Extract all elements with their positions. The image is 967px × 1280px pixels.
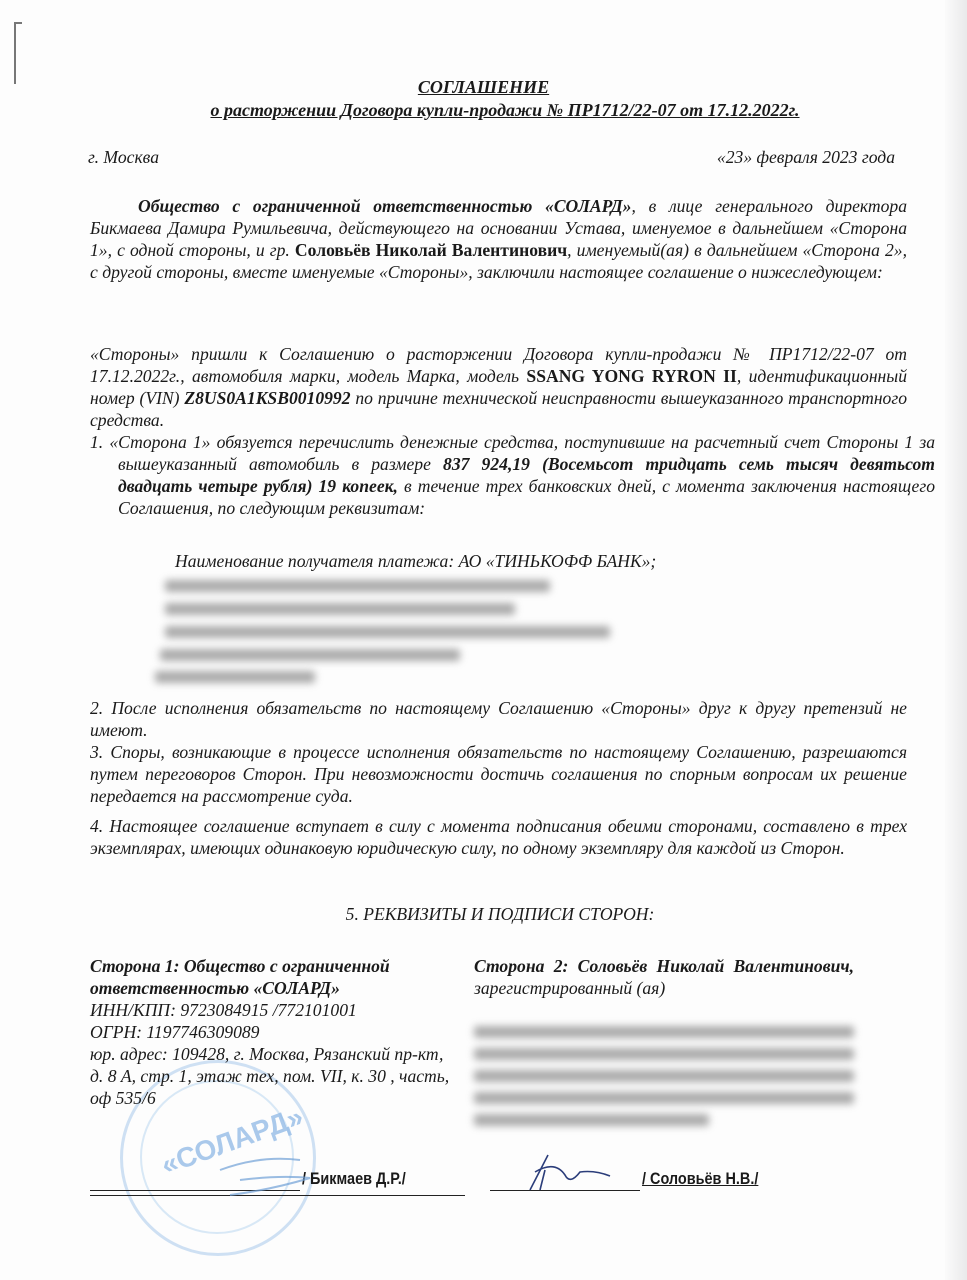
intro-paragraph (90, 343, 907, 431)
party2-heading: Сторона 2: Соловьёв Николай Валентинович, (474, 956, 854, 976)
clause-4: 4. Настоящее соглашение вступает в силу с момента подписания обеими сторонами, составлено в трех экземплярах, имеющих одинаковую юридическую силу, по одному экземпляру для каждой из Сторон. (90, 816, 907, 858)
clause-1 (90, 431, 935, 519)
redacted-line (474, 1070, 854, 1082)
recipient-name: Наименование получателя платежа: АО «ТИНЬКОФФ БАНК»; (175, 551, 657, 571)
party1-ogrn: ОГРН: 1197746309089 (90, 1022, 260, 1042)
section-5-heading: 5. РЕКВИЗИТЫ И ПОДПИСИ СТОРОН: (345, 904, 655, 924)
redacted-line (474, 1026, 854, 1038)
redacted-line (165, 626, 610, 638)
party1-signature-name: / Бикмаев Д.Р./ (302, 1169, 406, 1188)
preamble (90, 195, 907, 283)
document-date: «23» февраля 2023 года (716, 147, 895, 167)
party2-handwritten-signature (510, 1150, 620, 1195)
clause-1-text-2: в течение трех банковских дней, с момента заключения настоящего Соглашения, по следующим реквизитам: (118, 476, 936, 518)
car-model: SSANG YONG RYRON II (526, 366, 737, 386)
party1-address: юр. адрес: 109428, г. Москва, Рязанский пр-кт, д. 8 А, стр. 1, этаж тех, пом. VII, к. 30 , часть, оф 535/6 (90, 1044, 450, 1108)
party1-inn: ИНН/КПП: 9723084915 /772101001 (90, 1000, 357, 1020)
redacted-line (165, 580, 550, 592)
preamble-text: , в лице генерального директора Бикмаева Дамира Румильевича, действующего на основании Устава, именуемое в дальнейшем «Сторона 1», с одной стороны, и гр. (90, 196, 907, 260)
amount: 837 924,19 (Восемьсот тридцать семь тысяч девятьсот двадцать четыре рубля) 19 копеек, (118, 454, 935, 496)
party1-details (90, 955, 450, 1109)
city: г. Москва (88, 147, 159, 167)
party1-heading: Сторона 1: Общество с ограниченной ответственностью «СОЛАРД» (90, 956, 390, 998)
redacted-line (474, 1114, 709, 1126)
intro-text: «Стороны» пришли к Соглашению о расторжении Договора купли-продажи № ПР1712/22-07 от 17.12.2022г., автомобиля марки, модель Марка, модель (90, 344, 907, 386)
stamp-text: «СОЛАРД» (157, 1100, 308, 1181)
redacted-line (160, 649, 460, 661)
page-edge-shadow (945, 0, 967, 1280)
clause-1-text: 1. «Сторона 1» обязуется перечислить денежные средства, поступившие на расчетный счет Стороны 1 за вышеуказанный автомобиль в размере (90, 432, 935, 474)
party2-signature-name: / Соловьёв Н.В./ (642, 1169, 759, 1188)
vin: Z8US0A1KSB0010992 (184, 388, 351, 408)
company-name: Общество с ограниченной ответственностью «СОЛАРД» (138, 196, 632, 216)
preamble-text-end: , именуемый(ая) в дальнейшем «Сторона 2», с другой стороны, вместе именуемые «Стороны», заключили настоящее соглашение о нижеследующем: (90, 240, 907, 282)
party2-details (474, 955, 854, 999)
scan-mark (14, 22, 22, 84)
document-subtitle: о расторжении Договора купли-продажи № ПР1712/22-07 от 17.12.2022г. (210, 100, 800, 120)
party1-handwritten-signature (200, 1150, 330, 1200)
redacted-line (474, 1092, 854, 1104)
party2-registered: зарегистрированный (ая) (474, 978, 666, 998)
redacted-line (155, 671, 315, 683)
intro-text-2: , идентификационный номер (VIN) (90, 366, 907, 408)
redacted-line (474, 1048, 854, 1060)
document-title: СОГЛАШЕНИЕ (417, 77, 550, 97)
party2-name: Соловьёв Николай Валентинович (294, 240, 568, 260)
redacted-line (165, 603, 515, 615)
clause-2: 2. После исполнения обязательств по настоящему Соглашению «Стороны» друг к другу претензий не имеют. (90, 698, 907, 740)
clause-3: 3. Споры, возникающие в процессе исполнения обязательств по настоящему Соглашению, разрешаются путем переговоров Сторон. При невозможности достичь соглашения по спорным вопросам их решение передается на рассмотрение суда. (90, 742, 907, 806)
intro-text-3: по причине технической неисправности вышеуказанного транспортного средства. (90, 388, 907, 430)
